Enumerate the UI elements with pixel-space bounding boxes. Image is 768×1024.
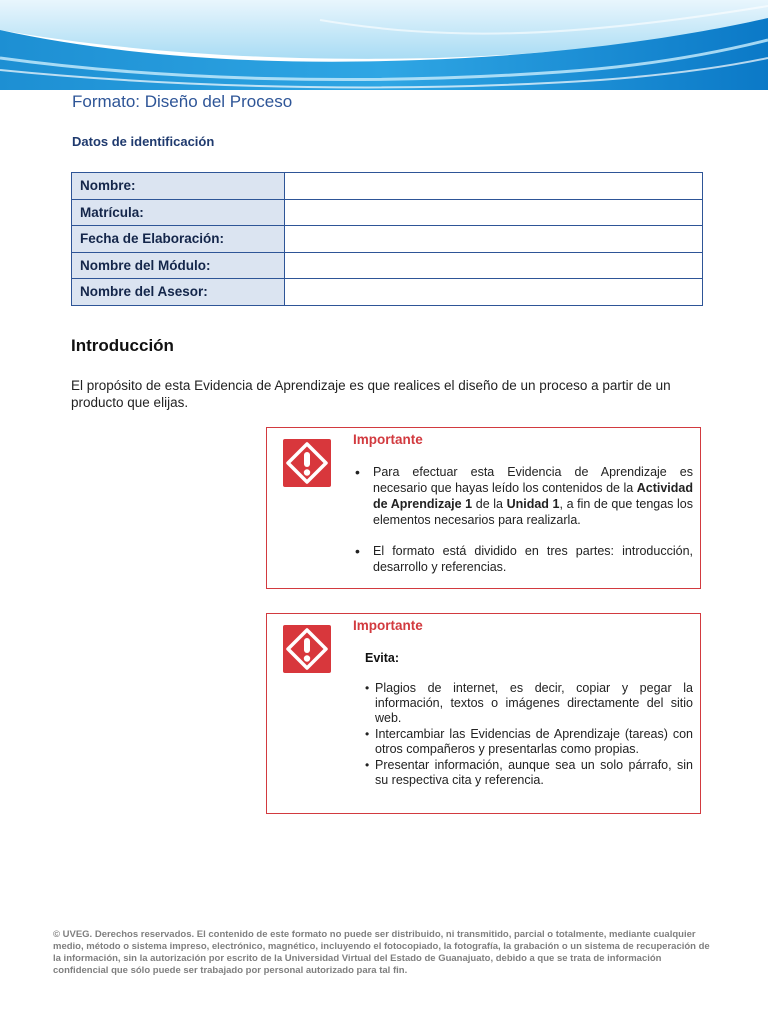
list-item: • Presentar información, aunque sea un solo párrafo, sin su respectiva cita y referencia. [365,758,693,788]
row-label: Matrícula: [72,199,285,226]
identification-table [71,172,703,306]
intro-heading: Introducción [71,336,174,355]
document-title: Formato: Diseño del Proceso [72,92,293,111]
table-row [72,252,703,279]
intro-paragraph: El propósito de esta Evidencia de Aprendizaje es que realices el diseño de un proceso a partir de un producto que elijas. [71,378,671,410]
bullet-text: , a fin de que tengas los elementos necesarios para realizarla. [373,497,693,527]
asesor-field[interactable] [285,279,703,306]
table-row [72,173,703,200]
bold-ref: Unidad 1 [506,497,560,511]
row-label: Nombre: [72,173,285,200]
importante-list [353,464,693,590]
importante-box-2 [266,613,701,814]
bullet-text: de la [472,497,507,511]
row-label: Nombre del Asesor: [72,279,285,306]
list-item: • El formato está dividido en tres partes: introducción, desarrollo y referencias. [353,543,693,575]
table-row [72,199,703,226]
warning-diamond-icon [283,439,331,487]
header-wave-banner [0,0,768,90]
bold-ref: Actividad de Aprendizaje 1 [373,481,693,511]
nombre-field[interactable] [285,173,703,200]
modulo-field[interactable] [285,252,703,279]
list-item [353,464,693,528]
warning-diamond-icon [283,625,331,673]
row-label: Fecha de Elaboración: [72,226,285,253]
matricula-field[interactable] [285,199,703,226]
importante-box-1 [266,427,701,589]
importante-title: Importante [353,618,423,633]
evita-list [365,681,693,788]
list-item: • Intercambiar las Evidencias de Aprendizaje (tareas) con otros compañeros y presentarlas como propias. [365,727,693,757]
row-label: Nombre del Módulo: [72,252,285,279]
section-subtitle: Datos de identificación [72,134,215,149]
table-row [72,279,703,306]
fecha-field[interactable] [285,226,703,253]
list-item: • Plagios de internet, es decir, copiar y pegar la información, textos o imágenes directamente del sitio web. [365,681,693,726]
copyright-footer: © UVEG. Derechos reservados. El contenido de este formato no puede ser distribuido, ni transmitido, parcial o totalmente, mediante cualquier medio, método o sistema impreso, electrónico, magnético, incluyendo el fotocopiado, la fotografía, la grabación o un sistema de recuperación de la información, sin la autorización por escrito de la Universidad Virtual del Estado de Guanajuato, debido a que se trata de información confidencial que sólo puede ser trabajado por personal autorizado para tal fin. [53,929,710,976]
evita-label: Evita: [365,651,400,665]
importante-title: Importante [353,432,423,447]
bullet-text: Para efectuar esta Evidencia de Aprendizaje es necesario que hayas leído los contenidos de la [373,465,693,495]
table-row [72,226,703,253]
